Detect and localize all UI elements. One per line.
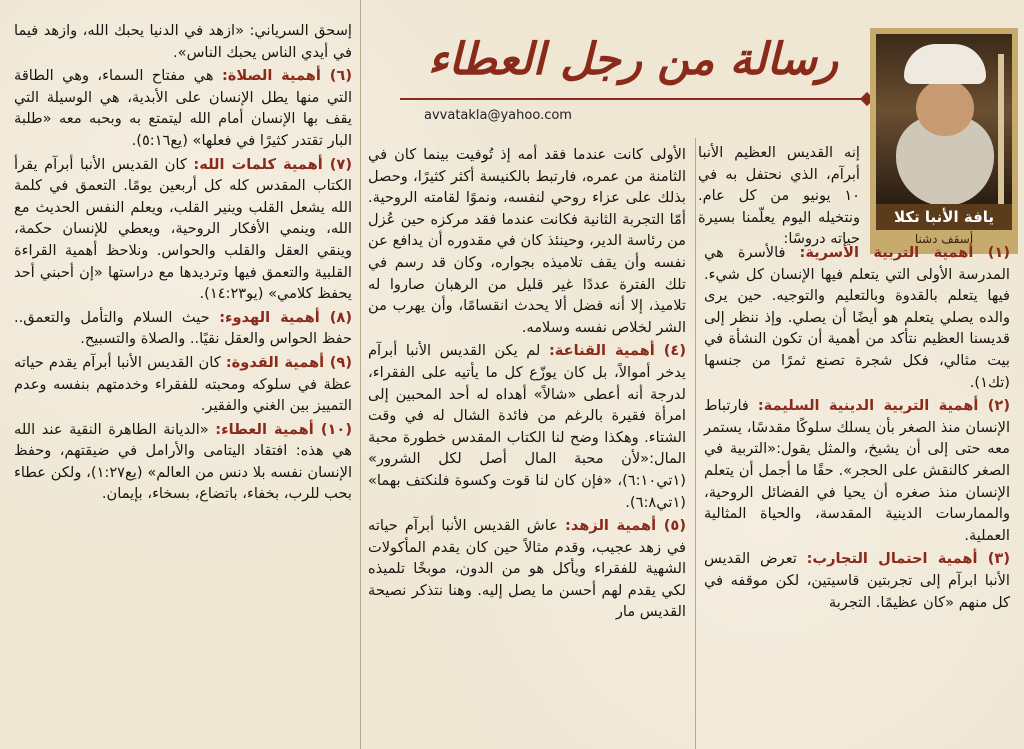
section-heading: (٣) أهمية احتمال التجارب:: [806, 550, 1010, 568]
section-text: الأولى كانت عندما فقد أمه إذ تُوفيت بينما كان في الثامنة من عمره، فارتبط بالكنيسة أكثر كثيرًا، وحصل بذلك على عزاء روحي لنفسه، ونموًا لقامته الروحية. أمّا التجربة الثانية فكانت عندما فقد مركزه حين عُزل من رئاسة الدير، وحينئذ كان في مقدوره أن يدافع عن نفسه وأن يقف تلاميذه بجواره، وكان قد رسم في تلك الفترة عددًا غير قليل من الرهبان صاروا له تلاميذ، إلا أنه فضل ألا يحدث انقسامًا، وأن يهرب من الشر لخلاص نفسه وسلامه.: [368, 146, 686, 336]
section-heading: (٧) أهمية كلمات الله:: [193, 155, 352, 173]
paragraph: [368, 144, 686, 338]
column-middle: [362, 138, 692, 749]
photo-subcaption: أسقف دشنا: [914, 232, 974, 246]
article-title: رسالة من رجل العطاء: [427, 34, 839, 85]
lead-paragraph: إنه القديس العظيم الأنبا أبرآم، الذي نحتفل به في ١٠ يونيو من كل عام. ونتخيله اليوم يعلّمنا بسيرة حياته دروسًا:: [698, 144, 860, 248]
paragraph: [368, 515, 686, 623]
column-divider: [360, 0, 361, 749]
paragraph: [14, 307, 352, 350]
section-text: فارتباط الإنسان منذ الصغر بأن يسلك سلوكًا مقدسًا، يستمر معه حتى إلى أن يشيخ، والمثل يقول:«التربية في الصغر كالنقش على الحجر». حقًا ما أجمل أن يتعلم الإنسان منذ صغره أن يحيا في الفضائل الروحية، والممارسات الدينية المقدسة، والحياة المثالية العملية.: [704, 397, 1010, 544]
section-heading: (٩) أهمية القدوة:: [225, 353, 352, 371]
paragraph: [14, 65, 352, 151]
section-text: إسحق السرياني: «ازهد في الدنيا يحبك الله، وازهد فيما في أيدي الناس يحبك الناس».: [14, 22, 352, 61]
section-text: هي مفتاح السماء، وهي الطاقة التي منها يطل الإنسان على الأبدية، هي الوسيلة التي يقف بها الإنسان أمام الله ليتمتع به وبحبه معه «طلبة البار تقتدر كثيرًا في فعلها» (يع٥:١٦).: [14, 67, 352, 149]
paragraph: [704, 548, 1010, 613]
section-heading: (٤) أهمية القناعة:: [548, 342, 687, 360]
photo-caption: يافة الأنبا تكلا: [876, 204, 1012, 230]
section-text: كان القديس الأنبا أبرآم يقدم حياته عظة في سلوكه ومحبته للفقراء وخدمتهم بنفسه وعدم التمييز بين الغني والفقير.: [14, 353, 352, 415]
paragraph: [14, 154, 352, 305]
paragraph: [704, 395, 1010, 546]
title-rule: [400, 98, 870, 108]
paragraph: [14, 20, 352, 63]
section-heading: (٦) أهمية الصلاة:: [221, 67, 352, 85]
column-right: [698, 236, 1016, 749]
paragraph: [14, 419, 352, 505]
section-heading: (٥) أهمية الزهد:: [564, 517, 686, 535]
section-text: تعرض القديس الأنبا ابرآم إلى تجربتين قاسيتين، لكن موقفه في كل منهم «كان عظيمًا. التجربة: [704, 550, 1010, 611]
section-heading: (١٠) أهمية العطاء:: [215, 420, 352, 438]
paragraph: [704, 242, 1010, 393]
section-text: «الديانة الطاهرة النقية عند الله هي هذه: افتقاد اليتامى والأرامل في ضيقتهم، وحفظ الإنسان نفسه بلا دنس من العالم» (يع١:٢٧)، ولكن عطاء بحب للرب، بخفاء، باتضاع، بسخاء، بإيمان.: [14, 420, 352, 503]
section-text: كان القديس الأنبا أبرآم يقرأ الكتاب المقدس كله كل أربعين يومًا. التعمق في كلمة الله يشعل القلب وينير القلب، ويعلم النفس الحديث مع الله، وينمي الأفكار الروحية، ويعطي للإنسان حكمة، وينقي العقل والقلب والحواس. ونلاحظ أهمية القراءة القلبية والتعمق فيها وترديدها مع دراستها «إن أحبني أحد يحفظ كلامي» (يو١٤:٢٣).: [14, 155, 352, 303]
paragraph: [14, 352, 352, 417]
section-heading: (١) أهمية التربية الأسرية:: [799, 244, 1011, 261]
section-heading: (٨) أهمية الهدوء:: [219, 308, 352, 326]
author-photo-frame: [870, 28, 1018, 254]
section-heading: (٢) أهمية التربية الدينية السليمة:: [757, 397, 1010, 415]
section-text: حيث السلام والتأمل والتعمق.. حفظ الحواس والعقل نقيًا.. والصلاة والتسبيح.: [14, 308, 352, 348]
column-left: [8, 14, 358, 749]
column-divider: [695, 138, 696, 749]
paragraph: [368, 340, 686, 513]
section-text: لم يكن القديس الأنبا أبرآم يدخر أموالاً، بل كان يوزّع كل ما يأتيه على الفقراء، لدرجة أنه أعطى «شالاً» أهداه له أحد المحبين إلى امرأة فقيرة بالرغم من فائدة الشال له في وقت الشتاء. وهكذا وضح لنا الكتاب المقدس خطورة محبة المال:«لأن محبة المال أصل لكل الشرور» (١تي٦:١٠)، «فإن كان لنا قوت وكسوة فلنكتف بهما» (١تي٦:٨).: [368, 342, 686, 511]
section-text: عاش القديس الأنبا أبرآم حياته في زهد عجيب، وقدم مثالاً حين كان يقدم المأكولات الشهية للفقراء ويأكل هو من الدون، موبخًا تلميذه لكي يقدم لهم أحسن ما يصل إليه. وهنا نتذكر نصيحة القديس مار: [368, 517, 686, 621]
author-email[interactable]: avvatakla@yahoo.com: [424, 108, 572, 123]
section-text: فالأسرة هي المدرسة الأولى التي يتعلم فيها الإنسان كل شيء. فيها يتعلم بالقدوة وبالتعليم والتوجيه. حين يرى والده يصلي يتعلم هو أيضًا أن يصلي. وإذ ننظر إلى قديسنا العظيم نتأكد من أهمية أن تكون النشأة في بيت مثالي، فكل شجرة تصنع ثمرًا من جنسها (تك١).: [704, 244, 1010, 391]
author-photo: [876, 34, 1012, 204]
